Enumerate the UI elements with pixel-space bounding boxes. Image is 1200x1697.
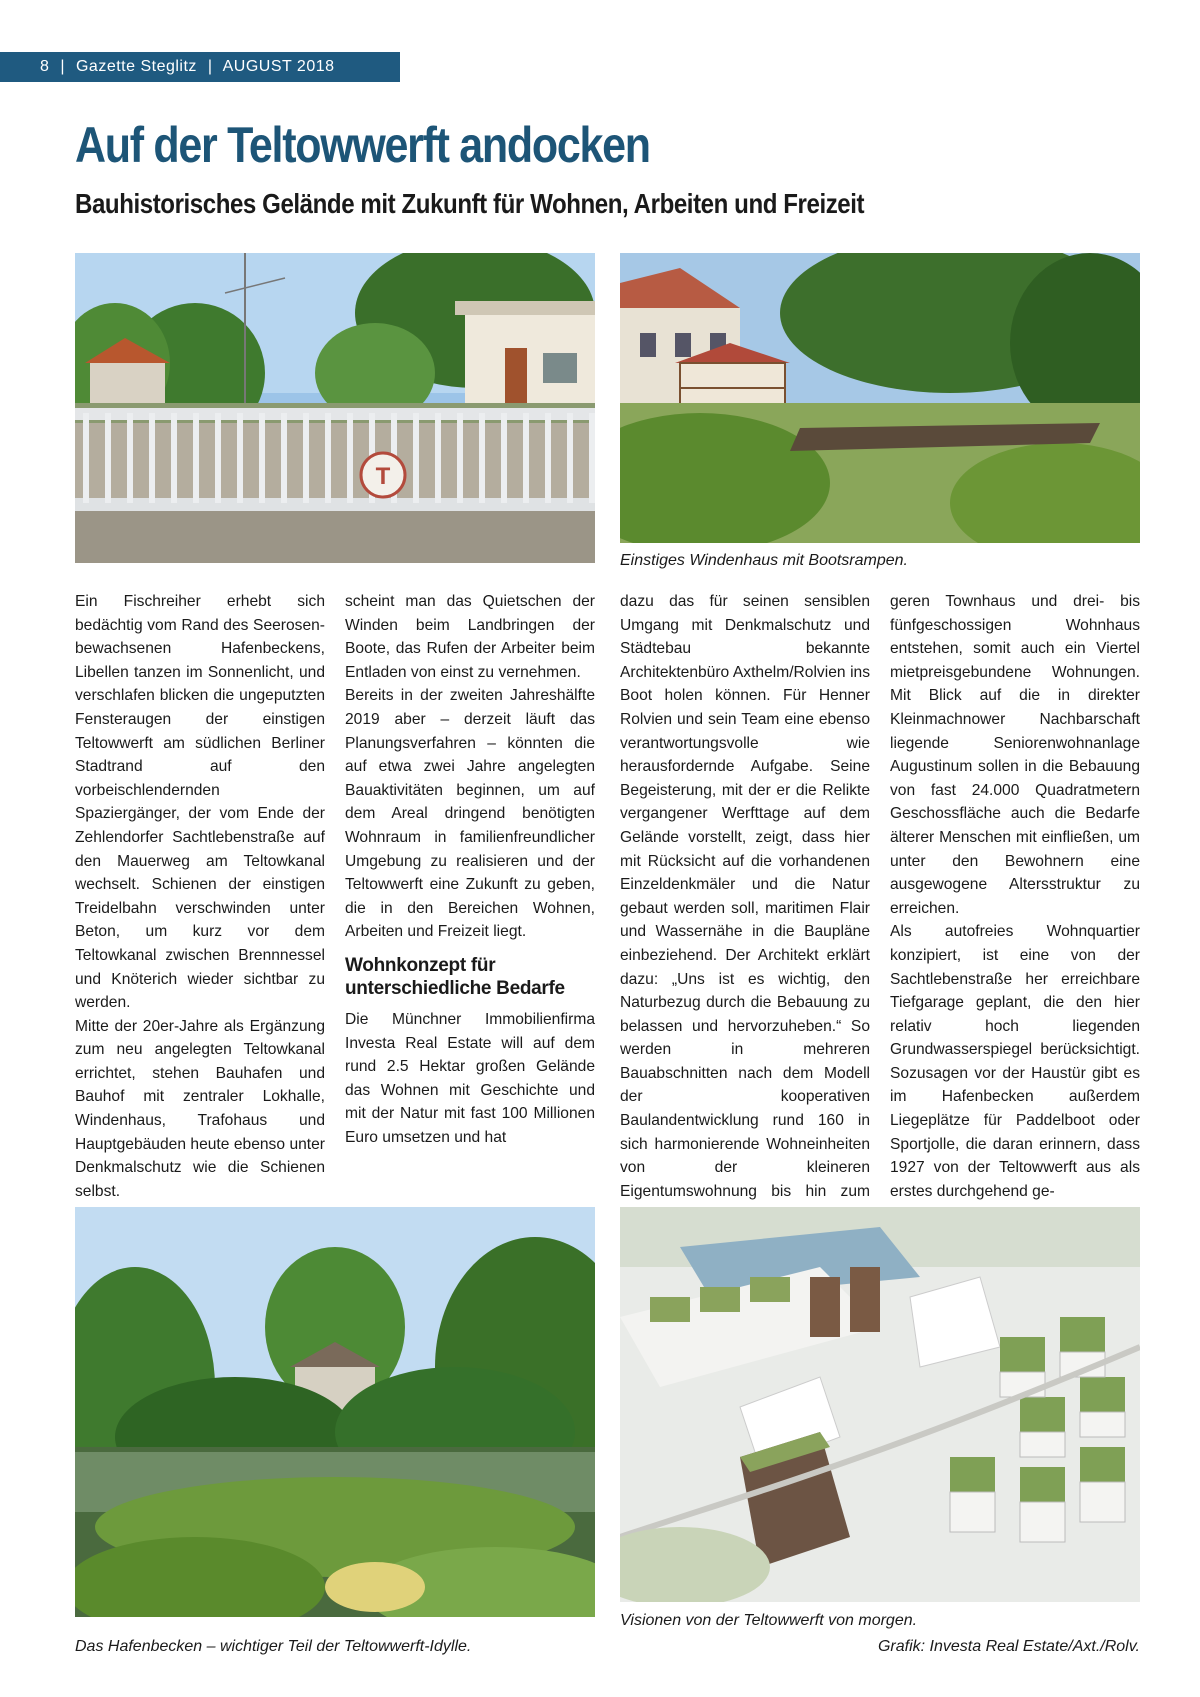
page-header-bar [0,52,400,82]
page-number: 8 [40,58,50,75]
text-column-4 [890,590,1140,1203]
col3-paragraph-1: dazu das für seinen sensiblen Umgang mit Denkmalschutz und Städtebau bekannte Architektenbüro Axthelm/Rolvien ins Boot holen können. Für Henner Rolvien und sein Team eine ebenso verantwortungsvolle wie herausfordernde Aufgabe. Seine Begeisterung, mit der er die Relikte vergangener Werfttage auf dem Gelände vorstellt, zeigt, dass hier mit Rücksicht auf die vorhandenen Einzeldenkmäler und die Natur gebaut werden soll, maritimen Flair und Wassernähe in die Baupläne einbeziehend. Der Architekt erklärt dazu: „Uns ist es wichtig, den Naturbezug durch die Bebauung zu belassen und hervorzuheben.“ So werden in mehreren Bauabschnitten nach dem Modell der kooperativen Baulandentwicklung rund 160 in sich harmonierende Wohneinheiten von der kleineren Eigentumswohnung bis hin zum [620,593,870,1200]
photo-hafenbecken [75,1207,595,1617]
publication-name: Gazette Steglitz [75,58,197,75]
caption-grafik-credit: Grafik: Investa Real Estate/Axt./Rolv. [877,1638,1140,1655]
photo-windenhaus [620,253,1140,543]
issue-date: AUGUST 2018 [222,58,335,75]
image-vision-rendering [620,1207,1140,1602]
header-separator-2: | [207,58,213,75]
col4-paragraph-2: Als autofreies Wohnquartier konzipiert, ist eine von der Sachtlebenstraße her erreichbare Tiefgarage geplant, die den hier relativ hoch liegenden Grundwasserspiegel berücksichtigt. Sozusagen vor der Haustür gibt es im Hafenbecken außerdem Liegeplätze für Paddelboot oder Sportjolle, die daran erinnern, dass 1927 von der Teltowwerft aus als erstes durchgehend ge- [890,923,1140,1200]
col2-subheading: Wohnkonzept für unterschiedliche Bedarfe [345,954,565,999]
text-column-1 [75,590,325,1227]
caption-windenhaus: Einstiges Windenhaus mit Bootsrampen. [620,552,908,569]
text-column-2 [345,590,595,1149]
col2-paragraph-3: Die Münchner Immobilienfirma Investa Real Estate will auf dem rund 2.5 Hektar großen Gelände das Wohnen mit Geschichte und mit der Natur mit fast 100 Millionen Euro umsetzen und hat [345,1010,595,1146]
col2-paragraph-2: Bereits in der zweiten Jahreshälfte 2019 aber – derzeit läuft das Planungsverfahren – könnten die auf etwa zwei Jahre angelegten Bauaktivitäten beginnen, um auf dem Areal dringend benötigten Wohnraum in familienfreundlicher Umgebung zu realisieren und der Teltowwerft eine Zukunft zu geben, die in den Bereichen Wohnen, Arbeiten und Freizeit liegt. [345,687,595,941]
gate-sign-logo: T [375,463,391,490]
col1-paragraph-2: Mitte der 20er-Jahre als Ergänzung zum neu angelegten Teltowkanal errichtet, stehen Bauhafen und Bauhof mit zentraler Lokhalle, Windenhaus, Trafohaus und Hauptgebäuden heute ebenso unter Denkmalschutz wie die Schienen selbst. [75,1017,325,1200]
caption-visionen: Visionen von der Teltowwerft von morgen. [620,1612,918,1629]
text-column-3 [620,590,870,1227]
header-separator-1: | [60,58,66,75]
photo-gate [75,253,595,563]
col2-paragraph-1: scheint man das Quietschen der Winden beim Landbringen der Boote, das Rufen der Arbeiter beim Entladen von einst zu vernehmen. [345,593,595,681]
article-title: Auf der Teltowwerft andocken [75,117,650,173]
article-subtitle: Bauhistorisches Gelände mit Zukunft für Wohnen, Arbeiten und Freizeit [75,188,865,219]
col1-paragraph-1: Ein Fischreiher erhebt sich bedächtig vom Rand des Seerosen-bewachsenen Hafenbeckens, Libellen tanzen im Sonnenlicht, und verschlafen blicken die ungeputzten Fensteraugen der einstigen Teltowwerft am südlichen Berliner Stadtrand auf den vorbeischlendernden Spaziergänger, der vom Ende der Zehlendorfer Sachtlebenstraße auf den Mauerweg am Teltowkanal wechselt. Schienen der einstigen Treidelbahn verschwinden unter Beton, um kurz vor dem Teltowkanal zwischen Brennnessel und Knöterich wieder sichtbar zu werden. [75,593,325,1012]
col4-paragraph-1: geren Townhaus und drei- bis fünfgeschossigen Wohnhaus entstehen, somit auch ein Viertel mietpreisgebundene Wohnungen. Mit Blick auf die in direkter Kleinmachnower Nachbarschaft liegende Seniorenwohnanlage Augustinum sollen in die Bebauung von fast 24.000 Quadratmetern Geschossfläche auch die Bedarfe älterer Menschen mit einfließen, um unter den Bewohnern eine ausgewogene Altersstruktur zu erreichen. [890,593,1140,917]
caption-hafenbecken: Das Hafenbecken – wichtiger Teil der Teltowwerft-Idylle. [75,1638,472,1655]
